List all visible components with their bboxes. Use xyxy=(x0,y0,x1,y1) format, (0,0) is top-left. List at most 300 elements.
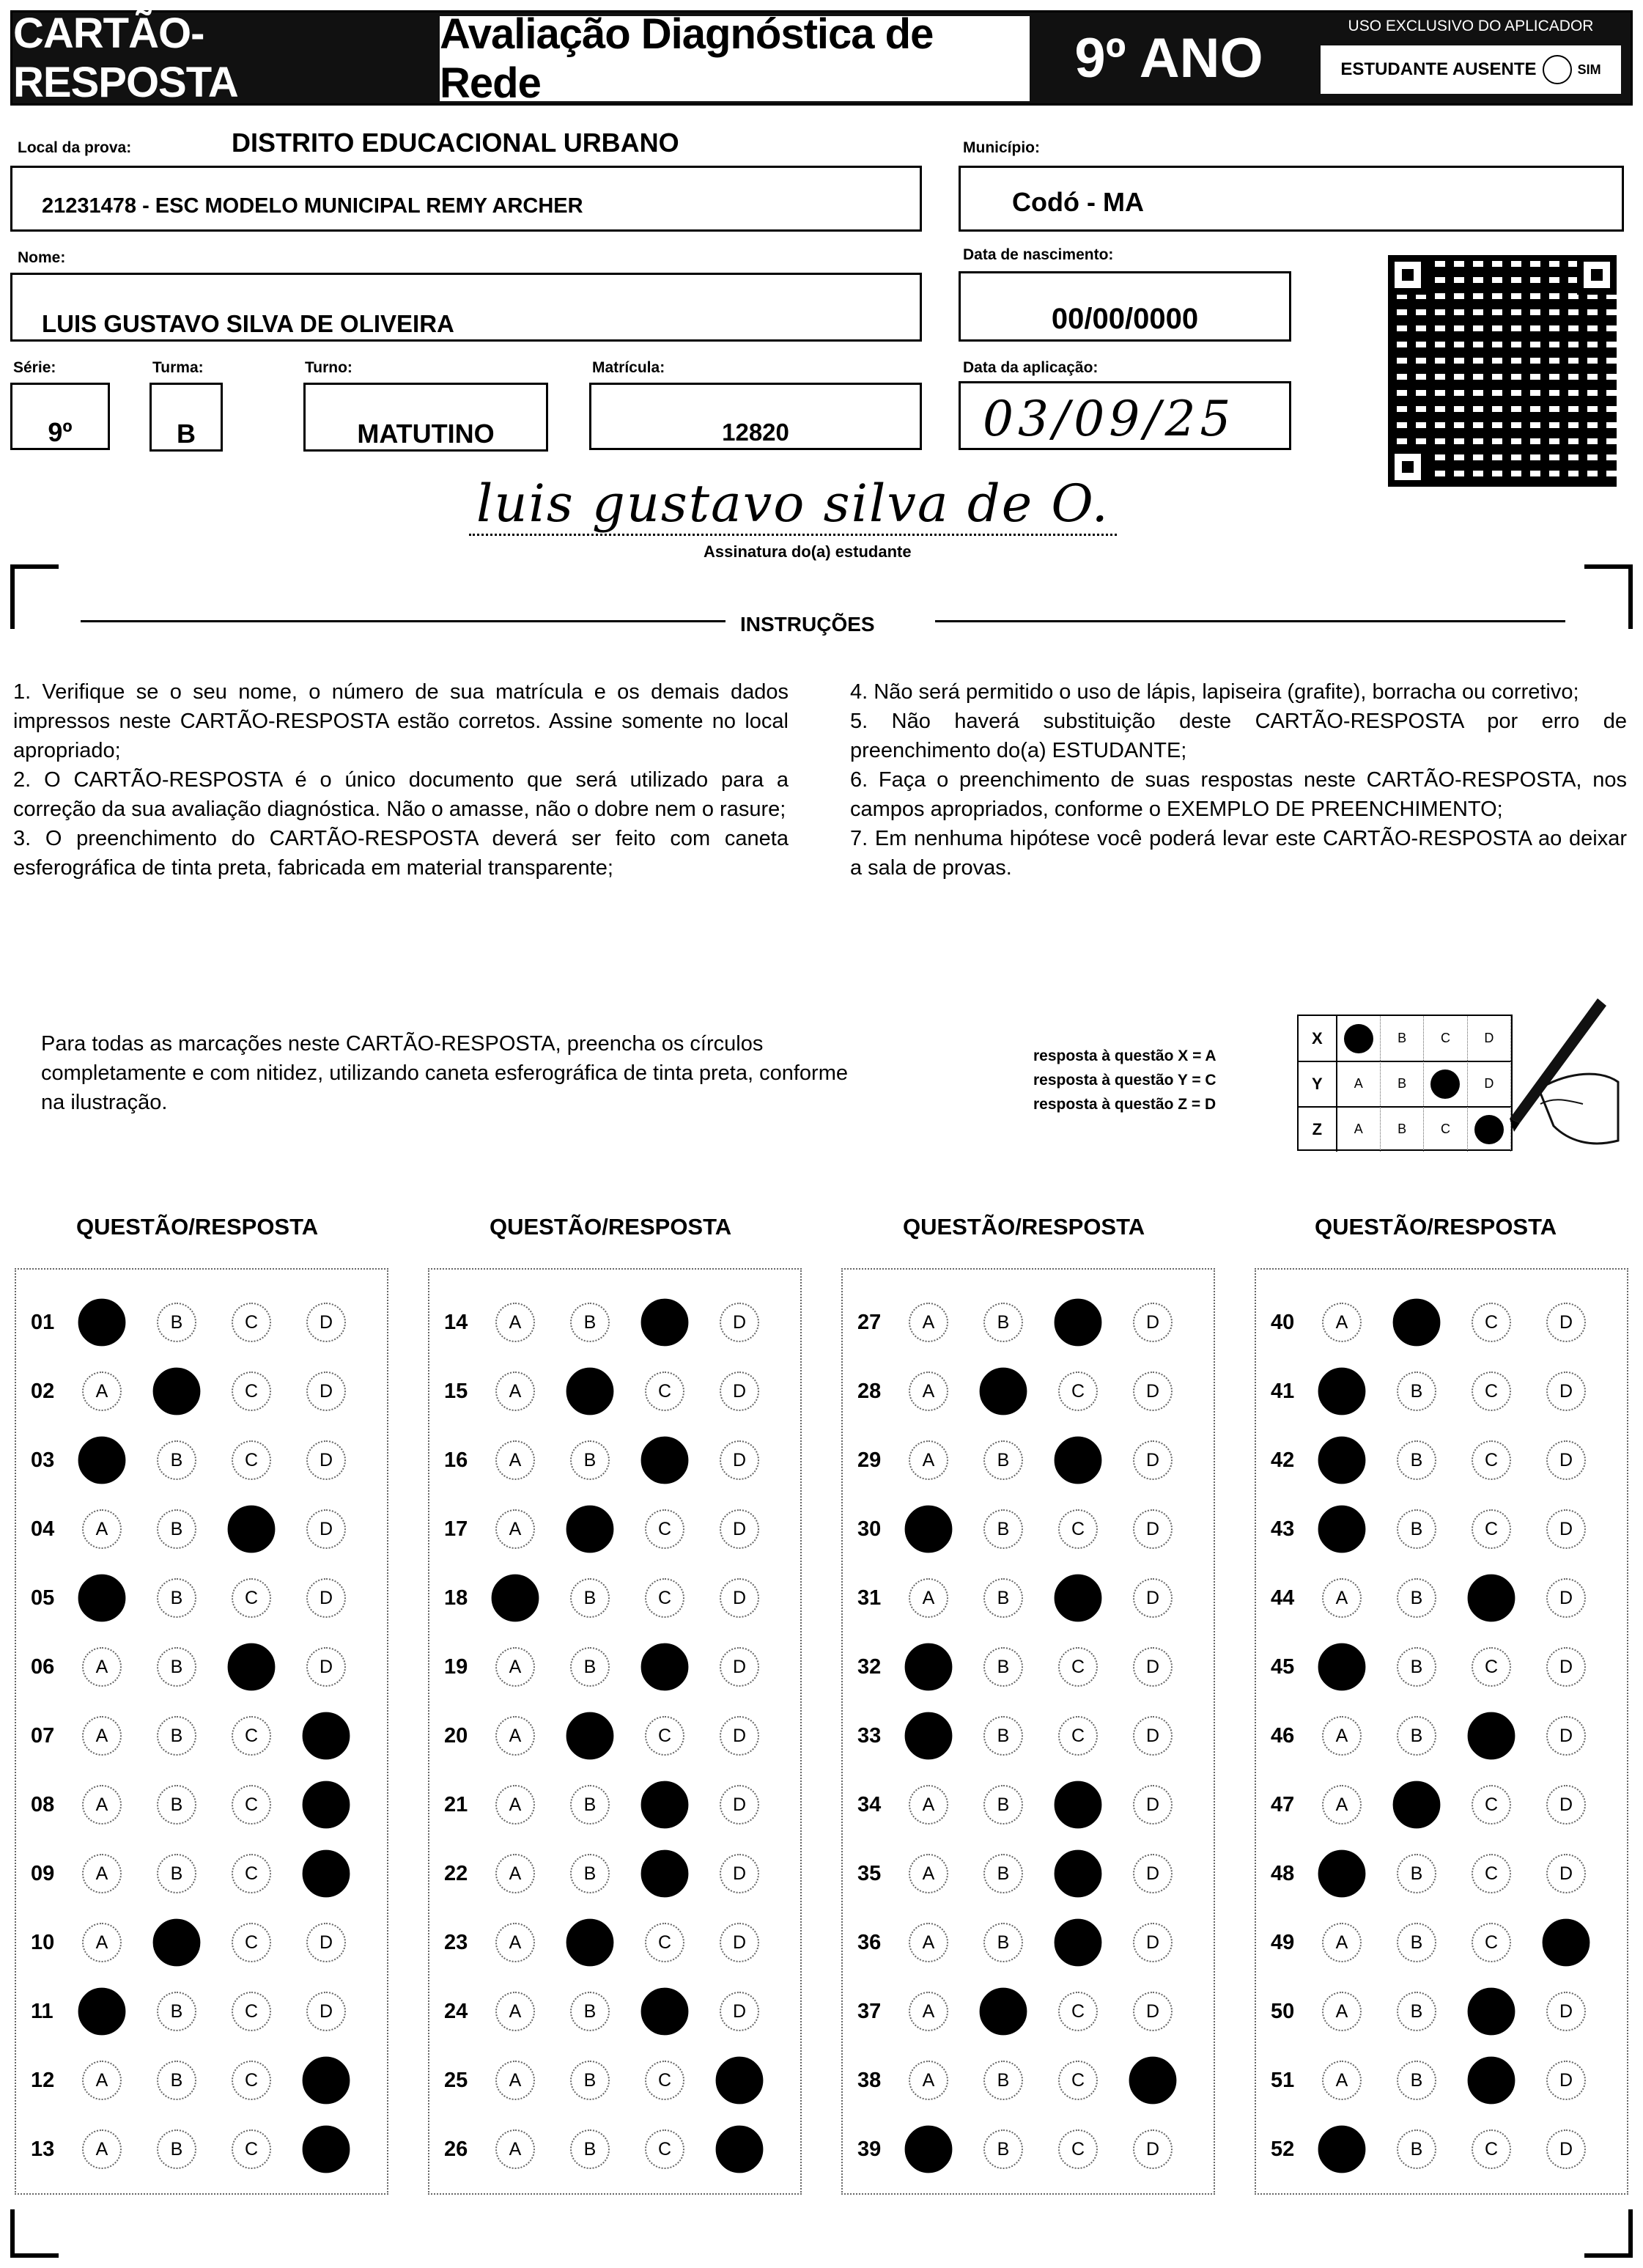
question-number: 13 xyxy=(31,2137,55,2161)
answer-bubble-c[interactable]: C xyxy=(232,1372,271,1411)
answer-bubble-a[interactable]: A xyxy=(495,1440,535,1480)
answer-bubble-d[interactable] xyxy=(303,2057,350,2105)
answer-bubble-c[interactable]: C xyxy=(232,1440,271,1480)
question-number: 11 xyxy=(31,1999,53,2023)
answer-bubble-d[interactable] xyxy=(303,2126,350,2173)
answer-bubble-a[interactable]: A xyxy=(1322,1578,1362,1618)
question-number: 20 xyxy=(444,1723,468,1748)
nome-field xyxy=(10,273,922,342)
answer-bubble-c[interactable] xyxy=(1468,1575,1515,1622)
answer-bubble-a[interactable] xyxy=(1318,2126,1366,2173)
answer-bubble-a[interactable]: A xyxy=(1322,2061,1362,2100)
answer-bubble-d[interactable]: D xyxy=(306,1992,346,2031)
answer-bubble-c[interactable]: C xyxy=(645,1509,684,1549)
answer-bubble-c[interactable] xyxy=(1468,2057,1515,2105)
answer-bubble-d[interactable]: D xyxy=(1546,1785,1586,1825)
answer-bubble-c[interactable]: C xyxy=(1472,1509,1511,1549)
answer-row xyxy=(1256,1714,1621,1758)
answer-bubble-b[interactable] xyxy=(980,1368,1027,1415)
answer-bubble-d[interactable]: D xyxy=(306,1372,346,1411)
answer-row xyxy=(843,2127,1208,2171)
answer-bubble-c[interactable] xyxy=(1055,1575,1102,1622)
answer-row xyxy=(1256,2058,1621,2102)
card-title: CARTÃO-RESPOSTA xyxy=(13,13,427,103)
answer-bubble-a[interactable] xyxy=(905,2126,953,2173)
answer-bubble-a[interactable]: A xyxy=(495,1303,535,1342)
answer-bubble-a[interactable]: A xyxy=(909,1854,948,1893)
answer-bubble-c[interactable] xyxy=(1055,1299,1102,1347)
matricula-value: 12820 xyxy=(722,419,789,446)
answer-bubble-a[interactable]: A xyxy=(82,1923,122,1962)
answer-bubble-a[interactable]: A xyxy=(909,1923,948,1962)
example-bubble-d: D xyxy=(1468,1016,1511,1061)
answer-bubble-c[interactable]: C xyxy=(645,1578,684,1618)
answer-bubble-c[interactable]: C xyxy=(1058,1647,1098,1687)
question-number: 43 xyxy=(1271,1517,1295,1541)
answer-bubble-c[interactable]: C xyxy=(1472,2129,1511,2169)
question-number: 36 xyxy=(857,1930,882,1954)
answer-bubble-c[interactable]: C xyxy=(1472,1372,1511,1411)
answer-bubble-c[interactable]: C xyxy=(645,2129,684,2169)
answer-bubble-a[interactable]: A xyxy=(82,1716,122,1756)
answer-bubble-d[interactable] xyxy=(1129,2057,1177,2105)
answer-bubble-a[interactable]: A xyxy=(909,1992,948,2031)
answer-bubble-b[interactable]: B xyxy=(983,1785,1023,1825)
answer-bubble-d[interactable]: D xyxy=(1133,2129,1173,2169)
answer-bubble-b[interactable]: B xyxy=(570,1578,610,1618)
instructions-rule-left xyxy=(81,620,725,622)
answer-row xyxy=(16,1300,381,1344)
answer-bubble-b[interactable]: B xyxy=(570,2129,610,2169)
answer-bubble-d[interactable]: D xyxy=(720,1578,759,1618)
answer-bubble-d[interactable]: D xyxy=(720,1303,759,1342)
answer-bubble-d[interactable]: D xyxy=(1133,1509,1173,1549)
question-number: 30 xyxy=(857,1517,882,1541)
answer-bubble-d[interactable] xyxy=(303,1712,350,1760)
answer-bubble-b[interactable]: B xyxy=(1397,1372,1436,1411)
answer-row xyxy=(16,1576,381,1620)
answer-bubble-c[interactable]: C xyxy=(1058,1992,1098,2031)
aplicacao-field xyxy=(959,381,1291,450)
answer-bubble-d[interactable]: D xyxy=(1546,1303,1586,1342)
turma-label: Turma: xyxy=(152,359,204,376)
question-number: 16 xyxy=(444,1448,468,1472)
answer-bubble-d[interactable]: D xyxy=(1546,1647,1586,1687)
answer-bubble-d[interactable]: D xyxy=(1133,1854,1173,1893)
answer-bubble-c[interactable]: C xyxy=(232,1992,271,2031)
answer-bubble-d[interactable]: D xyxy=(1133,1647,1173,1687)
answer-bubble-d[interactable]: D xyxy=(1546,1578,1586,1618)
answer-bubble-d[interactable]: D xyxy=(1133,1923,1173,1962)
answer-bubble-d[interactable]: D xyxy=(1546,1372,1586,1411)
answer-bubble-d[interactable]: D xyxy=(306,1440,346,1480)
answer-bubble-a[interactable]: A xyxy=(82,1372,122,1411)
answer-bubble-b[interactable]: B xyxy=(570,2061,610,2100)
answer-bubble-c[interactable]: C xyxy=(232,1578,271,1618)
answer-bubble-d[interactable]: D xyxy=(720,1509,759,1549)
answer-bubble-d[interactable]: D xyxy=(720,1716,759,1756)
answer-bubble-d[interactable]: D xyxy=(1546,1509,1586,1549)
answer-bubble-a[interactable]: A xyxy=(82,2061,122,2100)
answer-bubble-c[interactable] xyxy=(228,1643,276,1691)
turno-field xyxy=(303,383,548,452)
answer-bubble-d[interactable]: D xyxy=(1546,1992,1586,2031)
answer-row xyxy=(429,2058,794,2102)
answer-bubble-c[interactable]: C xyxy=(645,2061,684,2100)
answer-row xyxy=(843,1714,1208,1758)
example-bubble-a: A xyxy=(1337,1107,1381,1152)
answer-bubble-c[interactable] xyxy=(1468,1988,1515,2036)
answer-bubble-a[interactable]: A xyxy=(82,1854,122,1893)
answer-row xyxy=(843,1300,1208,1344)
answer-bubble-d[interactable]: D xyxy=(720,1647,759,1687)
answer-row xyxy=(429,1300,794,1344)
answer-bubble-d[interactable]: D xyxy=(1546,1440,1586,1480)
answer-row xyxy=(429,1921,794,1965)
answer-bubble-a[interactable] xyxy=(78,1988,126,2036)
answer-bubble-a[interactable]: A xyxy=(495,1509,535,1549)
answer-bubble-b[interactable]: B xyxy=(1397,1647,1436,1687)
answer-bubble-a[interactable]: A xyxy=(909,2061,948,2100)
question-number: 04 xyxy=(31,1517,55,1541)
answer-bubble-b[interactable]: B xyxy=(983,1578,1023,1618)
answer-bubble-b[interactable]: B xyxy=(983,1647,1023,1687)
answer-bubble-d[interactable]: D xyxy=(306,1509,346,1549)
answer-bubble-d[interactable] xyxy=(716,2126,764,2173)
question-number: 50 xyxy=(1271,1999,1295,2023)
answer-bubble-c[interactable]: C xyxy=(232,1923,271,1962)
answer-row xyxy=(429,1783,794,1827)
question-number: 12 xyxy=(31,2068,55,2092)
answer-bubble-b[interactable] xyxy=(1393,1299,1441,1347)
answer-bubble-d[interactable]: D xyxy=(1133,1440,1173,1480)
answer-bubble-b[interactable] xyxy=(1393,1781,1441,1829)
answer-bubble-a[interactable]: A xyxy=(1322,1303,1362,1342)
answer-bubble-d[interactable] xyxy=(1543,1919,1590,1967)
instruction-1: 1. Verifique se o seu nome, o número de sua matrícula e os demais dados impressos neste CARTÃO-RESPOSTA estão corretos. Assine somente no local apropriado; xyxy=(13,680,789,762)
answer-bubble-b[interactable]: B xyxy=(157,2129,196,2169)
answer-row xyxy=(1256,1507,1621,1551)
municipio-value: Codó - MA xyxy=(1012,187,1144,217)
answer-bubble-c[interactable]: C xyxy=(232,2061,271,2100)
question-number: 34 xyxy=(857,1792,882,1816)
question-number: 03 xyxy=(31,1448,55,1472)
answer-bubble-d[interactable]: D xyxy=(306,1303,346,1342)
answer-bubble-a[interactable] xyxy=(78,1437,126,1484)
nascimento-label: Data de nascimento: xyxy=(963,246,1114,263)
answer-bubble-b[interactable]: B xyxy=(983,1716,1023,1756)
instructions-left xyxy=(13,677,789,883)
answer-bubble-a[interactable]: A xyxy=(82,2129,122,2169)
question-number: 21 xyxy=(444,1792,468,1816)
answer-bubble-b[interactable]: B xyxy=(570,1440,610,1480)
answer-bubble-b[interactable]: B xyxy=(570,1992,610,2031)
example-question-label: Z xyxy=(1299,1107,1337,1152)
answer-bubble-b[interactable]: B xyxy=(157,1509,196,1549)
answer-bubble-a[interactable] xyxy=(1318,1368,1366,1415)
answer-bubble-b[interactable]: B xyxy=(983,2061,1023,2100)
answer-row xyxy=(1256,1645,1621,1689)
answer-bubble-a[interactable]: A xyxy=(495,1785,535,1825)
question-number: 27 xyxy=(857,1310,882,1334)
answer-bubble-a[interactable]: A xyxy=(1322,1785,1362,1825)
answer-bubble-a[interactable]: A xyxy=(909,1785,948,1825)
answer-bubble-b[interactable]: B xyxy=(1397,2061,1436,2100)
column-title: QUESTÃO/RESPOSTA xyxy=(490,1214,732,1240)
instruction-3: 3. O preenchimento do CARTÃO-RESPOSTA deverá ser feito com caneta esferográfica de tinta preta, fabricada em material transparente; xyxy=(13,827,789,880)
frame-corner-br xyxy=(1584,2209,1633,2258)
answer-column xyxy=(15,1268,388,2195)
answer-bubble-a[interactable]: A xyxy=(82,1647,122,1687)
answer-bubble-a[interactable] xyxy=(1318,1643,1366,1691)
answer-bubble-a[interactable] xyxy=(905,1643,953,1691)
answer-bubble-a[interactable]: A xyxy=(495,1854,535,1893)
answer-bubble-b[interactable]: B xyxy=(983,1854,1023,1893)
answer-bubble-c[interactable]: C xyxy=(1058,1372,1098,1411)
answer-bubble-d[interactable]: D xyxy=(1133,1992,1173,2031)
answer-bubble-d[interactable]: D xyxy=(720,1923,759,1962)
answer-bubble-a[interactable] xyxy=(78,1299,126,1347)
answer-row xyxy=(429,1507,794,1551)
answer-bubble-b[interactable]: B xyxy=(157,1647,196,1687)
answer-bubble-c[interactable]: C xyxy=(1472,1440,1511,1480)
answer-bubble-a[interactable]: A xyxy=(495,1716,535,1756)
turma-value: B xyxy=(177,419,196,449)
answer-bubble-b[interactable]: B xyxy=(1397,1716,1436,1756)
question-number: 06 xyxy=(31,1654,55,1679)
answer-bubble-b[interactable]: B xyxy=(983,1440,1023,1480)
answer-bubble-d[interactable]: D xyxy=(1546,1716,1586,1756)
answer-bubble-b[interactable]: B xyxy=(983,1923,1023,1962)
example-grid xyxy=(1297,1015,1513,1151)
answer-bubble-c[interactable]: C xyxy=(1472,1854,1511,1893)
answer-bubble-c[interactable] xyxy=(228,1506,276,1553)
answer-bubble-b[interactable]: B xyxy=(157,1578,196,1618)
answer-bubble-b[interactable]: B xyxy=(157,1303,196,1342)
answer-bubble-d[interactable]: D xyxy=(1133,1303,1173,1342)
question-number: 47 xyxy=(1271,1792,1295,1816)
nome-value: LUIS GUSTAVO SILVA DE OLIVEIRA xyxy=(42,310,454,337)
answer-bubble-c[interactable]: C xyxy=(645,1372,684,1411)
answer-bubble-a[interactable]: A xyxy=(909,1372,948,1411)
answer-bubble-c[interactable]: C xyxy=(1472,1303,1511,1342)
serie-value: 9º xyxy=(48,417,73,447)
answer-bubble-c[interactable]: C xyxy=(1472,1785,1511,1825)
answer-row xyxy=(1256,1438,1621,1482)
answer-bubble-d[interactable]: D xyxy=(720,1992,759,2031)
answer-row xyxy=(1256,1783,1621,1827)
turma-field xyxy=(149,383,223,452)
answer-bubble-b[interactable]: B xyxy=(570,1785,610,1825)
question-number: 42 xyxy=(1271,1448,1295,1472)
answer-bubble-b[interactable]: B xyxy=(157,1992,196,2031)
answer-bubble-d[interactable] xyxy=(303,1781,350,1829)
answer-row xyxy=(843,1783,1208,1827)
answer-bubble-d[interactable]: D xyxy=(720,1854,759,1893)
question-number: 41 xyxy=(1271,1379,1295,1403)
answer-bubble-b[interactable]: B xyxy=(157,1785,196,1825)
answer-row xyxy=(16,1852,381,1896)
answer-bubble-a[interactable]: A xyxy=(495,1923,535,1962)
answer-bubble-b[interactable] xyxy=(566,1368,614,1415)
instruction-5: 5. Não haverá substituição deste CARTÃO-RESPOSTA por erro de preenchimento do(a) ESTUDANTE; xyxy=(850,710,1627,762)
answer-row xyxy=(843,1921,1208,1965)
answer-bubble-c[interactable] xyxy=(641,1850,689,1898)
answer-bubble-b[interactable]: B xyxy=(1397,1578,1436,1618)
question-number: 48 xyxy=(1271,1861,1295,1885)
answer-bubble-b[interactable]: B xyxy=(983,1509,1023,1549)
answer-bubble-d[interactable]: D xyxy=(1546,2129,1586,2169)
answer-bubble-b[interactable] xyxy=(566,1919,614,1967)
answer-row xyxy=(16,1645,381,1689)
answer-bubble-a[interactable]: A xyxy=(1322,1992,1362,2031)
answer-bubble-d[interactable] xyxy=(303,1850,350,1898)
answer-bubble-d[interactable]: D xyxy=(1133,1785,1173,1825)
answer-bubble-b[interactable] xyxy=(153,1919,201,1967)
answer-bubble-b[interactable]: B xyxy=(1397,1854,1436,1893)
nascimento-value: 00/00/0000 xyxy=(1051,303,1199,335)
answer-bubble-c[interactable] xyxy=(641,1437,689,1484)
instructions-right xyxy=(850,677,1627,883)
answer-bubble-c[interactable]: C xyxy=(1058,2129,1098,2169)
pen-illustration-icon xyxy=(1488,994,1620,1155)
answer-bubble-a[interactable] xyxy=(1318,1437,1366,1484)
answer-bubble-d[interactable]: D xyxy=(1133,1716,1173,1756)
answer-bubble-b[interactable]: B xyxy=(1397,1923,1436,1962)
answer-bubble-c[interactable] xyxy=(1055,1781,1102,1829)
answer-bubble-a[interactable]: A xyxy=(495,2129,535,2169)
answer-bubble-c[interactable]: C xyxy=(232,1716,271,1756)
answer-bubble-c[interactable]: C xyxy=(645,1716,684,1756)
answer-bubble-d[interactable]: D xyxy=(720,1440,759,1480)
answer-bubble-a[interactable]: A xyxy=(1322,1716,1362,1756)
answer-bubble-c[interactable]: C xyxy=(232,2129,271,2169)
answer-bubble-c[interactable]: C xyxy=(232,1785,271,1825)
answer-bubble-a[interactable]: A xyxy=(495,2061,535,2100)
answer-bubble-b[interactable]: B xyxy=(157,1440,196,1480)
example-bubble-c: C xyxy=(1424,1107,1467,1152)
answer-bubble-b[interactable] xyxy=(980,1988,1027,2036)
question-number: 15 xyxy=(444,1379,468,1403)
answer-bubble-d[interactable]: D xyxy=(306,1578,346,1618)
answer-bubble-b[interactable] xyxy=(566,1506,614,1553)
question-number: 08 xyxy=(31,1792,55,1816)
answer-bubble-a[interactable]: A xyxy=(909,1578,948,1618)
answer-bubble-b[interactable]: B xyxy=(1397,1440,1436,1480)
absent-checkbox[interactable] xyxy=(1543,55,1572,84)
answer-bubble-c[interactable] xyxy=(1468,1712,1515,1760)
answer-bubble-d[interactable]: D xyxy=(720,1372,759,1411)
answer-bubble-b[interactable]: B xyxy=(1397,1992,1436,2031)
example-bubble-c xyxy=(1424,1061,1467,1106)
column-title: QUESTÃO/RESPOSTA xyxy=(903,1214,1145,1240)
answer-bubble-c[interactable]: C xyxy=(1472,1923,1511,1962)
answer-bubble-a[interactable] xyxy=(905,1506,953,1553)
answer-bubble-b[interactable]: B xyxy=(157,1854,196,1893)
answer-bubble-c[interactable] xyxy=(1055,1919,1102,1967)
answer-row xyxy=(16,1921,381,1965)
answer-column xyxy=(1255,1268,1628,2195)
example-line-x: resposta à questão X = A xyxy=(1033,1048,1216,1064)
signature-label: Assinatura do(a) estudante xyxy=(704,542,912,561)
answer-bubble-b[interactable] xyxy=(153,1368,201,1415)
question-number: 49 xyxy=(1271,1930,1295,1954)
answer-bubble-c[interactable] xyxy=(1055,1850,1102,1898)
answer-bubble-d[interactable]: D xyxy=(1546,1854,1586,1893)
example-line-z: resposta à questão Z = D xyxy=(1033,1096,1216,1113)
answer-bubble-b[interactable]: B xyxy=(1397,2129,1436,2169)
question-number: 51 xyxy=(1271,2068,1295,2092)
answer-bubble-b[interactable]: B xyxy=(157,1716,196,1756)
answer-row xyxy=(429,1852,794,1896)
answer-bubble-d[interactable]: D xyxy=(720,1785,759,1825)
matricula-label: Matrícula: xyxy=(592,359,665,376)
answer-row xyxy=(429,1989,794,2033)
absent-option-label: SIM xyxy=(1577,62,1601,77)
answer-bubble-b[interactable]: B xyxy=(570,1854,610,1893)
answer-bubble-b[interactable]: B xyxy=(570,1647,610,1687)
answer-bubble-b[interactable]: B xyxy=(157,2061,196,2100)
answer-bubble-c[interactable]: C xyxy=(232,1303,271,1342)
answer-bubble-b[interactable]: B xyxy=(983,1303,1023,1342)
answer-bubble-a[interactable] xyxy=(492,1575,539,1622)
answer-bubble-d[interactable]: D xyxy=(1133,1372,1173,1411)
answer-bubble-c[interactable]: C xyxy=(1058,2061,1098,2100)
answer-bubble-b[interactable]: B xyxy=(1397,1509,1436,1549)
answer-bubble-c[interactable]: C xyxy=(645,1923,684,1962)
answer-bubble-a[interactable] xyxy=(1318,1850,1366,1898)
answer-bubble-a[interactable] xyxy=(905,1712,953,1760)
answer-bubble-a[interactable] xyxy=(1318,1506,1366,1553)
answer-bubble-a[interactable]: A xyxy=(495,1992,535,2031)
example-bubble-a xyxy=(1337,1016,1381,1061)
answer-bubble-d[interactable]: D xyxy=(1546,2061,1586,2100)
answer-bubble-a[interactable]: A xyxy=(1322,1923,1362,1962)
question-number: 18 xyxy=(444,1586,468,1610)
answer-row xyxy=(429,1645,794,1689)
answer-bubble-c[interactable]: C xyxy=(1472,1647,1511,1687)
answer-bubble-d[interactable]: D xyxy=(306,1923,346,1962)
answer-bubble-a[interactable]: A xyxy=(82,1509,122,1549)
answer-bubble-c[interactable] xyxy=(1055,1437,1102,1484)
answer-bubble-b[interactable]: B xyxy=(570,1303,610,1342)
answer-bubble-a[interactable]: A xyxy=(82,1785,122,1825)
answer-bubble-d[interactable]: D xyxy=(1133,1578,1173,1618)
answer-bubble-a[interactable] xyxy=(78,1575,126,1622)
answer-bubble-c[interactable]: C xyxy=(232,1854,271,1893)
absent-box xyxy=(1321,45,1621,94)
answer-row xyxy=(843,1989,1208,2033)
answer-bubble-c[interactable] xyxy=(641,1643,689,1691)
answer-bubble-c[interactable] xyxy=(641,1781,689,1829)
answer-bubble-c[interactable] xyxy=(641,1299,689,1347)
answer-bubble-b[interactable] xyxy=(566,1712,614,1760)
answer-bubble-a[interactable]: A xyxy=(495,1647,535,1687)
answer-bubble-a[interactable]: A xyxy=(909,1440,948,1480)
answer-bubble-d[interactable]: D xyxy=(306,1647,346,1687)
answer-bubble-a[interactable]: A xyxy=(495,1372,535,1411)
answer-bubble-d[interactable] xyxy=(716,2057,764,2105)
answer-bubble-b[interactable]: B xyxy=(983,2129,1023,2169)
answer-bubble-c[interactable]: C xyxy=(1058,1716,1098,1756)
answer-bubble-a[interactable]: A xyxy=(909,1303,948,1342)
question-number: 52 xyxy=(1271,2137,1295,2161)
question-number: 45 xyxy=(1271,1654,1295,1679)
answer-bubble-c[interactable] xyxy=(641,1988,689,2036)
question-number: 44 xyxy=(1271,1586,1295,1610)
answer-bubble-c[interactable]: C xyxy=(1058,1509,1098,1549)
fill-note: Para todas as marcações neste CARTÃO-RESPOSTA, preencha os círculos completamente e com nitidez, utilizando caneta esferográfica de tinta preta, conforme na ilustração. xyxy=(41,1032,848,1114)
